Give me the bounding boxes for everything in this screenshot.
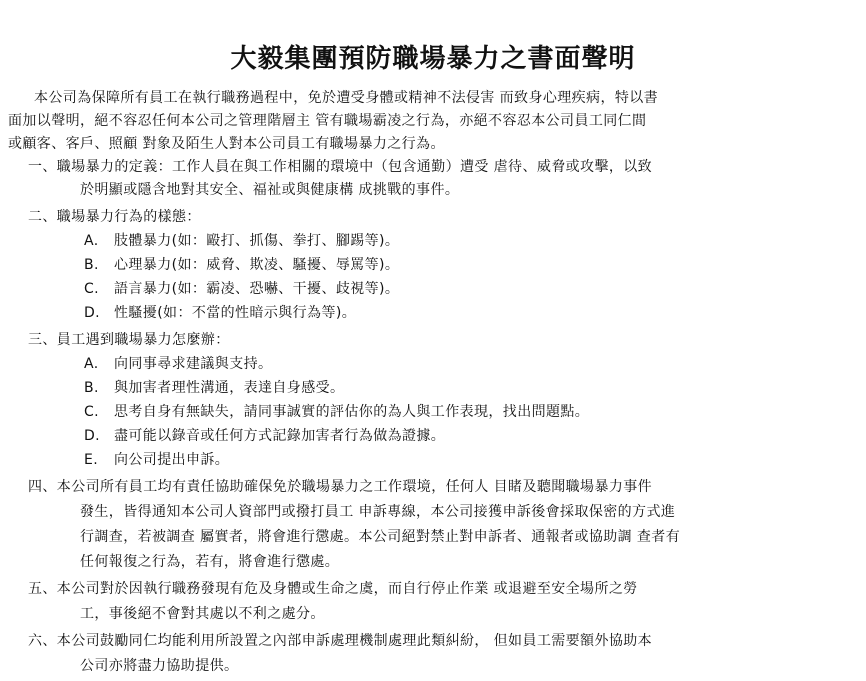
section-4-line: 四、本公司所有員工均有責任協助確保免於職場暴力之工作環境，任何人 目睹及聽聞職場暴力事件 [28,479,653,495]
item-letter: B. [84,257,99,273]
item-letter: A. [84,233,99,249]
item-text: 盡可能以錄音或任何方式記錄加害者行為做為證據。 [114,428,446,444]
section-3-item [84,354,272,374]
item-text: 思考自身有無缺失，請同事誠實的評估你的為人與工作表現，找出問題點。 [114,404,590,420]
item-letter: B. [84,380,99,396]
section-6-line: 六、本公司鼓勵同仁均能利用所設置之內部申訴處理機制處理此類糾紛， 但如員工需要額外協助本 [28,633,653,649]
section-6-line: 公司亦將盡力協助提供。 [80,658,239,674]
section-3-item [84,426,445,446]
section-2-item [84,279,399,299]
section-2-heading: 二、職場暴力行為的樣態： [28,209,201,225]
item-text: 心理暴力(如：威脅、欺凌、騷擾、辱罵等)。 [114,257,400,273]
intro-line: 本公司為保障所有員工在執行職務過程中，免於遭受身體或精神不法侵害 而致身心理疾病，特以書 [34,90,659,106]
section-5-line: 五、本公司對於因執行職務發現有危及身體或生命之虞，而自行停止作業 或退避至安全場所之勞 [28,581,638,597]
section-2-item [84,255,399,275]
intro-line: 或顧客、客戶、照顧 對象及陌生人對本公司員工有職場暴力之行為。 [8,136,445,152]
section-3-item [84,402,589,422]
item-text: 肢體暴力(如：毆打、抓傷、拳打、腳踢等)。 [114,233,400,249]
section-3-item [84,450,229,470]
section-1-line: 一、職場暴力的定義：工作人員在與工作相關的環境中（包含通勤）遭受 虐待、威脅或攻擊，以致 [28,159,653,175]
section-3-item [84,378,344,398]
item-text: 向公司提出申訴。 [114,452,230,468]
section-2-item [84,231,399,251]
item-letter: D. [84,305,101,321]
section-5-line: 工，事後絕不會對其處以不利之處分。 [80,606,325,622]
section-1-line: 於明顯或隱含地對其安全、福祉或與健康構 成挑戰的事件。 [80,182,460,198]
section-3-heading: 三、員工遇到職場暴力怎麼辦： [28,332,230,348]
section-4-line: 行調查，若被調查 屬實者，將會進行懲處。本公司絕對禁止對申訴者、通報者或協助調 查者有 [80,529,681,545]
item-text: 性騷擾(如：不當的性暗示與行為等)。 [114,305,357,321]
item-text: 與加害者理性溝通，表達自身感受。 [114,380,345,396]
document-title: 大毅集團預防職場暴力之書面聲明 [230,44,636,74]
item-letter: E. [84,452,99,468]
section-4-line: 任何報復之行為，若有，將會進行懲處。 [80,554,340,570]
item-letter: D. [84,428,101,444]
section-2-item [84,303,356,323]
intro-line: 面加以聲明，絕不容忍任何本公司之管理階層主 管有職場霸凌之行為，亦絕不容忍本公司員工同仁間 [8,113,647,129]
item-letter: C. [84,281,100,297]
item-letter: C. [84,404,100,420]
item-text: 向同事尋求建議與支持。 [114,356,273,372]
item-text: 語言暴力(如：霸凌、恐嚇、干擾、歧視等)。 [114,281,400,297]
item-letter: A. [84,356,99,372]
section-4-line: 發生，皆得通知本公司人資部門或撥打員工 申訴專線，本公司接獲申訴後會採取保密的方式進 [80,504,676,520]
